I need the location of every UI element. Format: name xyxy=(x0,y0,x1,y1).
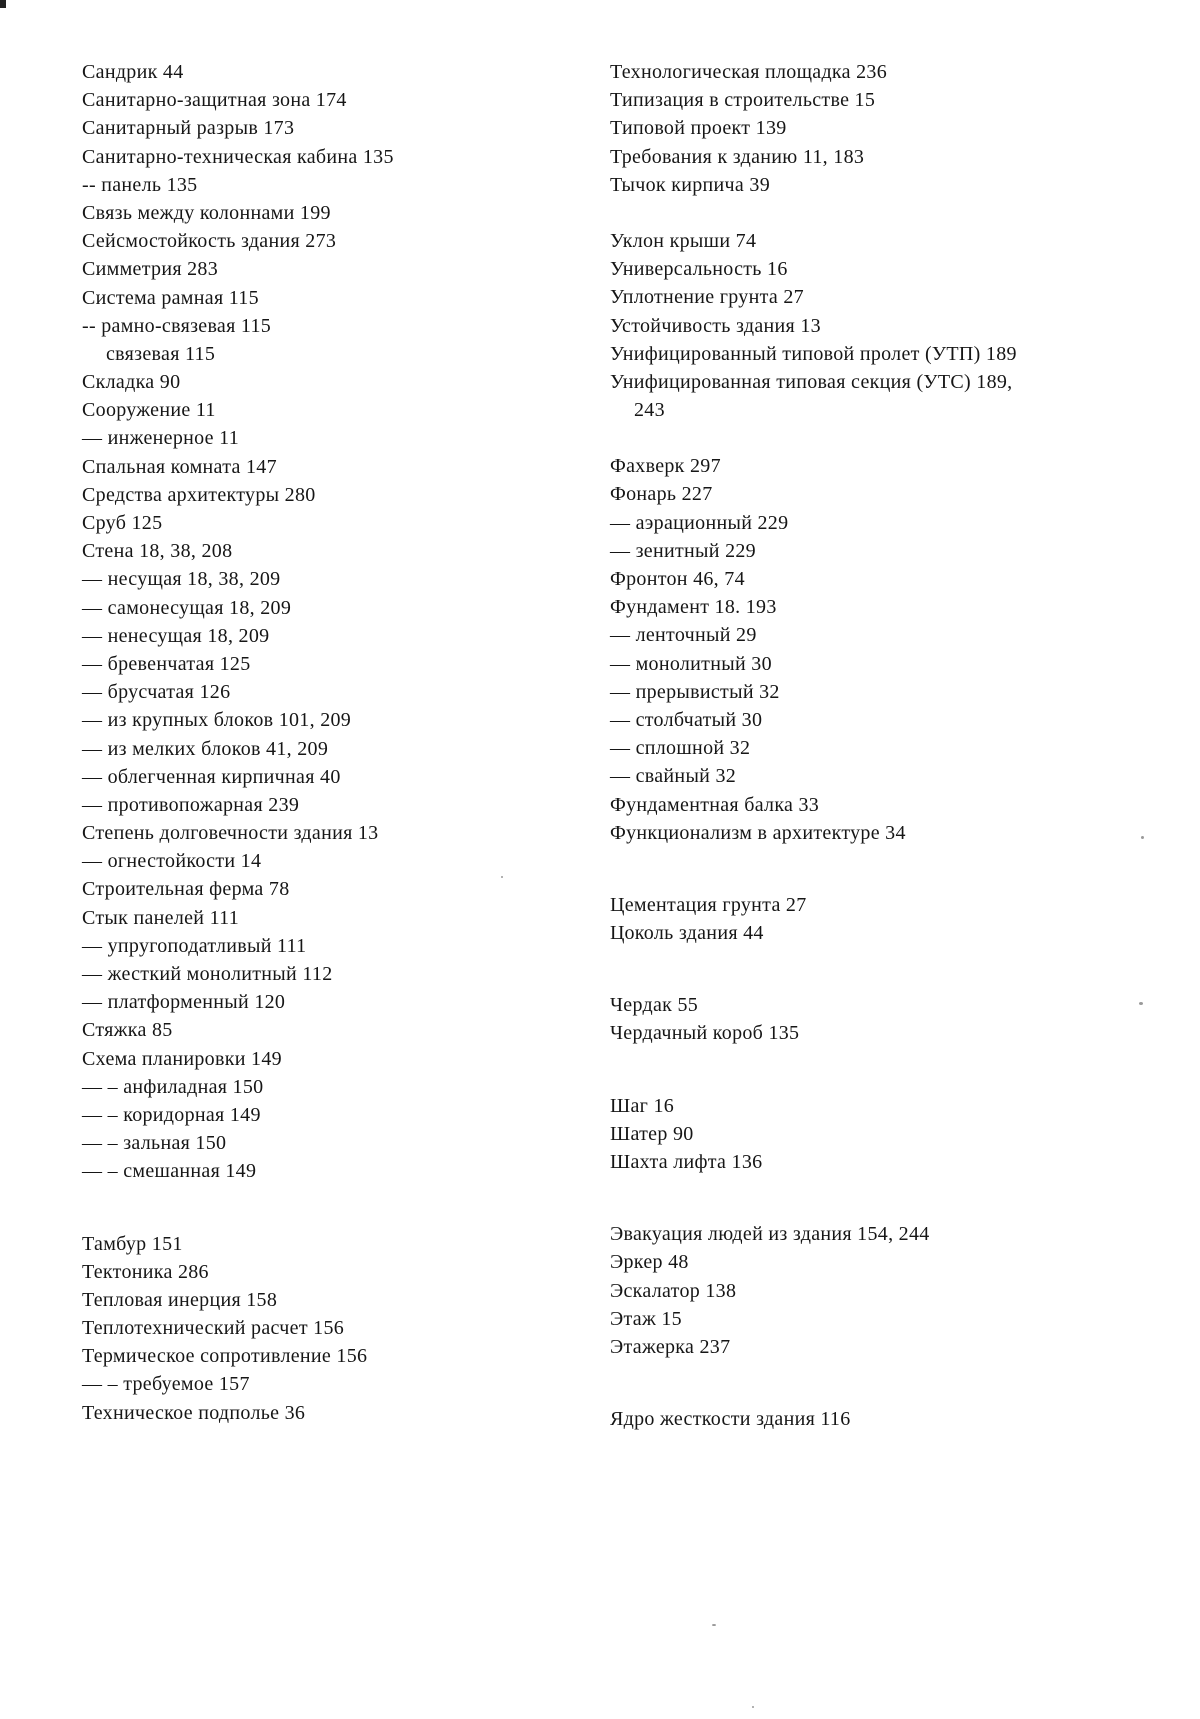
index-entry: Спальная комната 147 xyxy=(82,455,277,478)
index-entry: Средства архитектуры 280 xyxy=(82,483,316,506)
index-subentry: — огнестойкости 14 xyxy=(82,850,262,873)
index-subentry: — столбчатый 30 xyxy=(610,708,763,731)
index-entry: Типизация в строительстве 15 xyxy=(610,89,876,112)
index-entry: Сооружение 11 xyxy=(82,399,216,422)
index-subentry: — противопожарная 239 xyxy=(82,793,300,816)
letter-group-gap xyxy=(610,1176,1170,1220)
index-entry: Эскалатор 138 xyxy=(610,1279,737,1302)
index-entry: Связь между колоннами 199 xyxy=(82,201,331,224)
index-entry: Чердачный короб 135 xyxy=(610,1022,800,1045)
index-subentry: — свайный 32 xyxy=(610,765,737,788)
index-entry: Уклон крыши 74 xyxy=(610,229,757,252)
index-subentry: — брусчатая 126 xyxy=(82,681,231,704)
index-subentry: — бревенчатая 125 xyxy=(82,652,251,675)
index-entry: Унифицированная типовая секция (УТС) 189, xyxy=(610,370,1013,393)
index-entry: Фронтон 46, 74 xyxy=(610,568,745,590)
index-column-left xyxy=(82,58,602,1427)
index-entry: Степень долговечности здания 13 xyxy=(82,822,379,845)
index-entry: Устойчивость здания 13 xyxy=(610,314,821,337)
index-subentry: -- панель 135 xyxy=(82,173,198,196)
letter-group-gap xyxy=(610,1361,1170,1405)
index-subentry: — – коридорная 149 xyxy=(82,1103,261,1126)
index-subentry: — монолитный 30 xyxy=(610,652,772,675)
index-subentry: — инженерное 11 xyxy=(82,427,239,450)
index-entry: Универсальность 16 xyxy=(610,258,788,281)
index-entry: Схема планировки 149 xyxy=(82,1047,282,1070)
index-entry: Фундамент 18. 193 xyxy=(610,596,777,619)
index-subentry: — прерывистый 32 xyxy=(610,680,780,703)
index-subentry: — платформенный 120 xyxy=(82,991,286,1014)
index-entry: Цементация грунта 27 xyxy=(610,893,807,916)
index-entry: Сейсмостойкость здания 273 xyxy=(82,230,337,253)
index-entry: Фундаментная балка 33 xyxy=(610,793,820,816)
index-subentry: — – анфиладная 150 xyxy=(82,1075,264,1098)
index-column-right xyxy=(610,58,1170,1433)
index-entry: Складка 90 xyxy=(82,371,181,394)
index-subentry: — – смешанная 149 xyxy=(82,1160,257,1183)
scan-speck xyxy=(1139,1002,1143,1005)
index-subentry: — из крупных блоков 101, 209 xyxy=(82,709,352,732)
index-entry: Типовой проект 139 xyxy=(610,117,787,140)
index-entry: Технологическая площадка 236 xyxy=(610,61,888,83)
index-entry: Сруб 125 xyxy=(82,512,163,534)
index-entry: Унифицированный типовой пролет (УТП) 189 xyxy=(610,342,1017,365)
letter-group-gap xyxy=(610,947,1170,991)
index-entry: Тычок кирпича 39 xyxy=(610,173,770,196)
index-entry: Уплотнение грунта 27 xyxy=(610,286,804,309)
index-entry: Чердак 55 xyxy=(610,994,699,1017)
index-entry: Требования к зданию 11, 183 xyxy=(610,145,865,168)
index-entry: Шаг 16 xyxy=(610,1094,675,1117)
index-entry: Эркер 48 xyxy=(610,1251,689,1274)
index-entry: Техническое подполье 36 xyxy=(82,1401,306,1424)
index-entry: Эвакуация людей из здания 154, 244 xyxy=(610,1223,930,1246)
letter-group-gap xyxy=(610,424,1170,452)
index-entry: Стяжка 85 xyxy=(82,1019,173,1042)
index-entry: Цоколь здания 44 xyxy=(610,922,764,945)
index-subentry: связевая 115 xyxy=(106,342,216,365)
index-entry: Фахверк 297 xyxy=(610,455,721,478)
index-entry: Термическое сопротивление 156 xyxy=(82,1345,368,1368)
index-entry: Санитарно-техническая кабина 135 xyxy=(82,145,394,168)
index-entry: Ядро жесткости здания 116 xyxy=(610,1408,851,1431)
index-entry: Санитарно-защитная зона 174 xyxy=(82,89,347,112)
scan-speck xyxy=(712,1624,716,1626)
index-entry: Стена 18, 38, 208 xyxy=(82,540,233,563)
index-subentry: — самонесущая 18, 209 xyxy=(82,596,292,619)
index-entry: Санитарный разрыв 173 xyxy=(82,117,295,140)
index-subentry: — жесткий монолитный 112 xyxy=(82,963,333,985)
index-entry: Тамбур 151 xyxy=(82,1232,183,1255)
index-subentry: — ленточный 29 xyxy=(610,624,757,647)
index-subentry: — зенитный 229 xyxy=(610,539,756,562)
index-entry: Симметрия 283 xyxy=(82,258,219,281)
index-entry: Сандрик 44 xyxy=(82,61,184,83)
scan-speck xyxy=(752,1706,754,1708)
index-entry: Функционализм в архитектуре 34 xyxy=(610,821,906,844)
letter-group-gap xyxy=(610,1048,1170,1092)
index-entry-continuation: 243 xyxy=(634,399,665,422)
scan-speck xyxy=(1141,836,1144,839)
index-subentry: — из мелких блоков 41, 209 xyxy=(82,737,329,760)
index-subentry: -- рамно-связевая 115 xyxy=(82,314,272,337)
index-subentry: — несущая 18, 38, 209 xyxy=(82,568,281,591)
index-entry: Этаж 15 xyxy=(610,1307,682,1330)
scan-speck xyxy=(501,876,503,878)
index-entry: Теплотехнический расчет 156 xyxy=(82,1317,345,1340)
index-entry: Стык панелей 111 xyxy=(82,906,240,929)
index-entry: Строительная ферма 78 xyxy=(82,878,290,901)
index-subentry: — ненесущая 18, 209 xyxy=(82,624,270,647)
index-entry: Фонарь 227 xyxy=(610,483,713,506)
index-subentry: — облегченная кирпичная 40 xyxy=(82,765,341,788)
index-entry: Система рамная 115 xyxy=(82,286,259,309)
index-entry: Этажерка 237 xyxy=(610,1335,731,1358)
index-entry: Тектоника 286 xyxy=(82,1260,209,1283)
index-subentry: — аэрационный 229 xyxy=(610,511,789,534)
letter-group-gap xyxy=(610,847,1170,891)
index-entry: Шатер 90 xyxy=(610,1122,694,1145)
index-entry: Шахта лифта 136 xyxy=(610,1151,763,1173)
index-subentry: — – требуемое 157 xyxy=(82,1373,250,1396)
index-subentry: — упругоподатливый 111 xyxy=(82,934,307,957)
index-subentry: — сплошной 32 xyxy=(610,737,751,760)
index-subentry: — – зальная 150 xyxy=(82,1132,227,1155)
letter-group-gap xyxy=(82,1186,602,1230)
letter-group-gap xyxy=(610,199,1170,227)
scan-corner-mark xyxy=(0,0,6,8)
index-entry: Тепловая инерция 158 xyxy=(82,1288,278,1311)
